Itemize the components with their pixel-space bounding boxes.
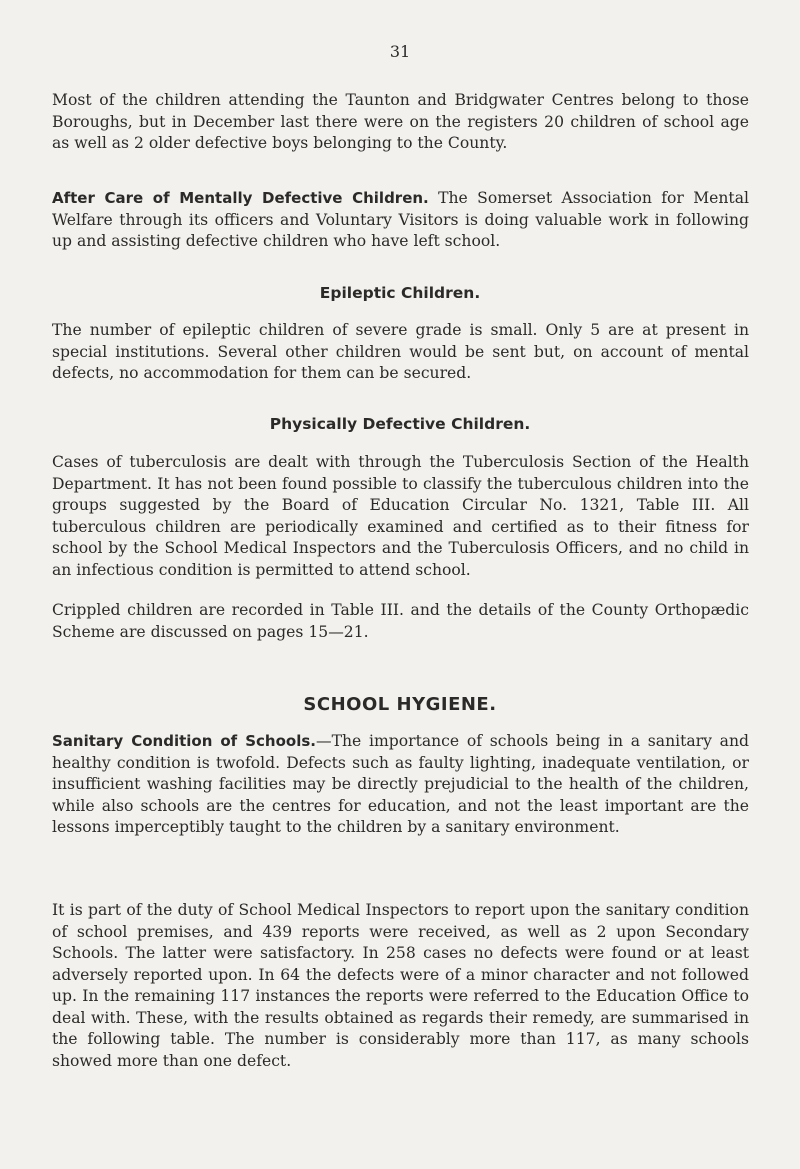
after-care-paragraph [52, 188, 749, 253]
inspection-reports-paragraph: It is part of the duty of School Medical Inspectors to report upon the sanitary condition of school premises, and 439 reports were received, as well as 2 upon Secondary Schools. The latter were satisfactory. In 258 cases no defects were found or at least adversely reported upon. In 64 the defects were of a minor character and not followed up. In the remaining 117 instances the reports were referred to the Education Office to deal with. These, with the results obtained as regards their remedy, are summarised in the following table. The number is considerably more than 117, as many schools showed more than one defect. [52, 901, 749, 1070]
sanitary-condition-heading: Sanitary Condition of Schools. [52, 732, 316, 750]
intro-paragraph: Most of the children attending the Taunton and Bridgwater Centres belong to those Boroughs, but in December last there were on the registers 20 children of school age as well as 2 older defective boys belonging to the County. [52, 91, 749, 152]
page-number: 31 [389, 42, 411, 61]
tuberculosis-paragraph: Cases of tuberculosis are dealt with through the Tuberculosis Section of the Health Department. It has not been found possible to classify the tuberculous children into the groups suggested by the Board of Education Circular No. 1321, Table III. All tuberculous children are periodically examined and certified as to their fitness for school by the School Medical Inspectors and the Tuberculosis Officers, and no child in an infectious condition is permitted to attend school. [52, 453, 749, 579]
after-care-heading: After Care of Mentally Defective Children. [52, 189, 429, 207]
after-care-text: The Somerset Association for Mental Welfare through its officers and Voluntary Visitors is doing valuable work in following up and assisting defective children who have left school. [52, 189, 749, 250]
crippled-paragraph: Crippled children are recorded in Table III. and the details of the County Orthopædic Scheme are discussed on pages 15—21. [52, 601, 749, 641]
epileptic-heading: Epileptic Children. [319, 284, 481, 302]
school-hygiene-heading: SCHOOL HYGIENE. [303, 694, 497, 715]
epileptic-paragraph: The number of epileptic children of severe grade is small. Only 5 are at present in special institutions. Several other children would be sent but, on account of mental defects, no accommodation for them can be secured. [52, 321, 749, 382]
sanitary-condition-text: —The importance of schools being in a sanitary and healthy condition is twofold. Defects such as faulty lighting, inadequate ventilation, or insufficient washing facilities may be directly prejudicial to the health of the children, while also schools are the centres for education, and not the least important are the lessons imperceptibly taught to the children by a sanitary environment. [52, 732, 749, 836]
physically-defective-heading: Physically Defective Children. [269, 415, 531, 433]
sanitary-condition-paragraph [52, 731, 749, 839]
